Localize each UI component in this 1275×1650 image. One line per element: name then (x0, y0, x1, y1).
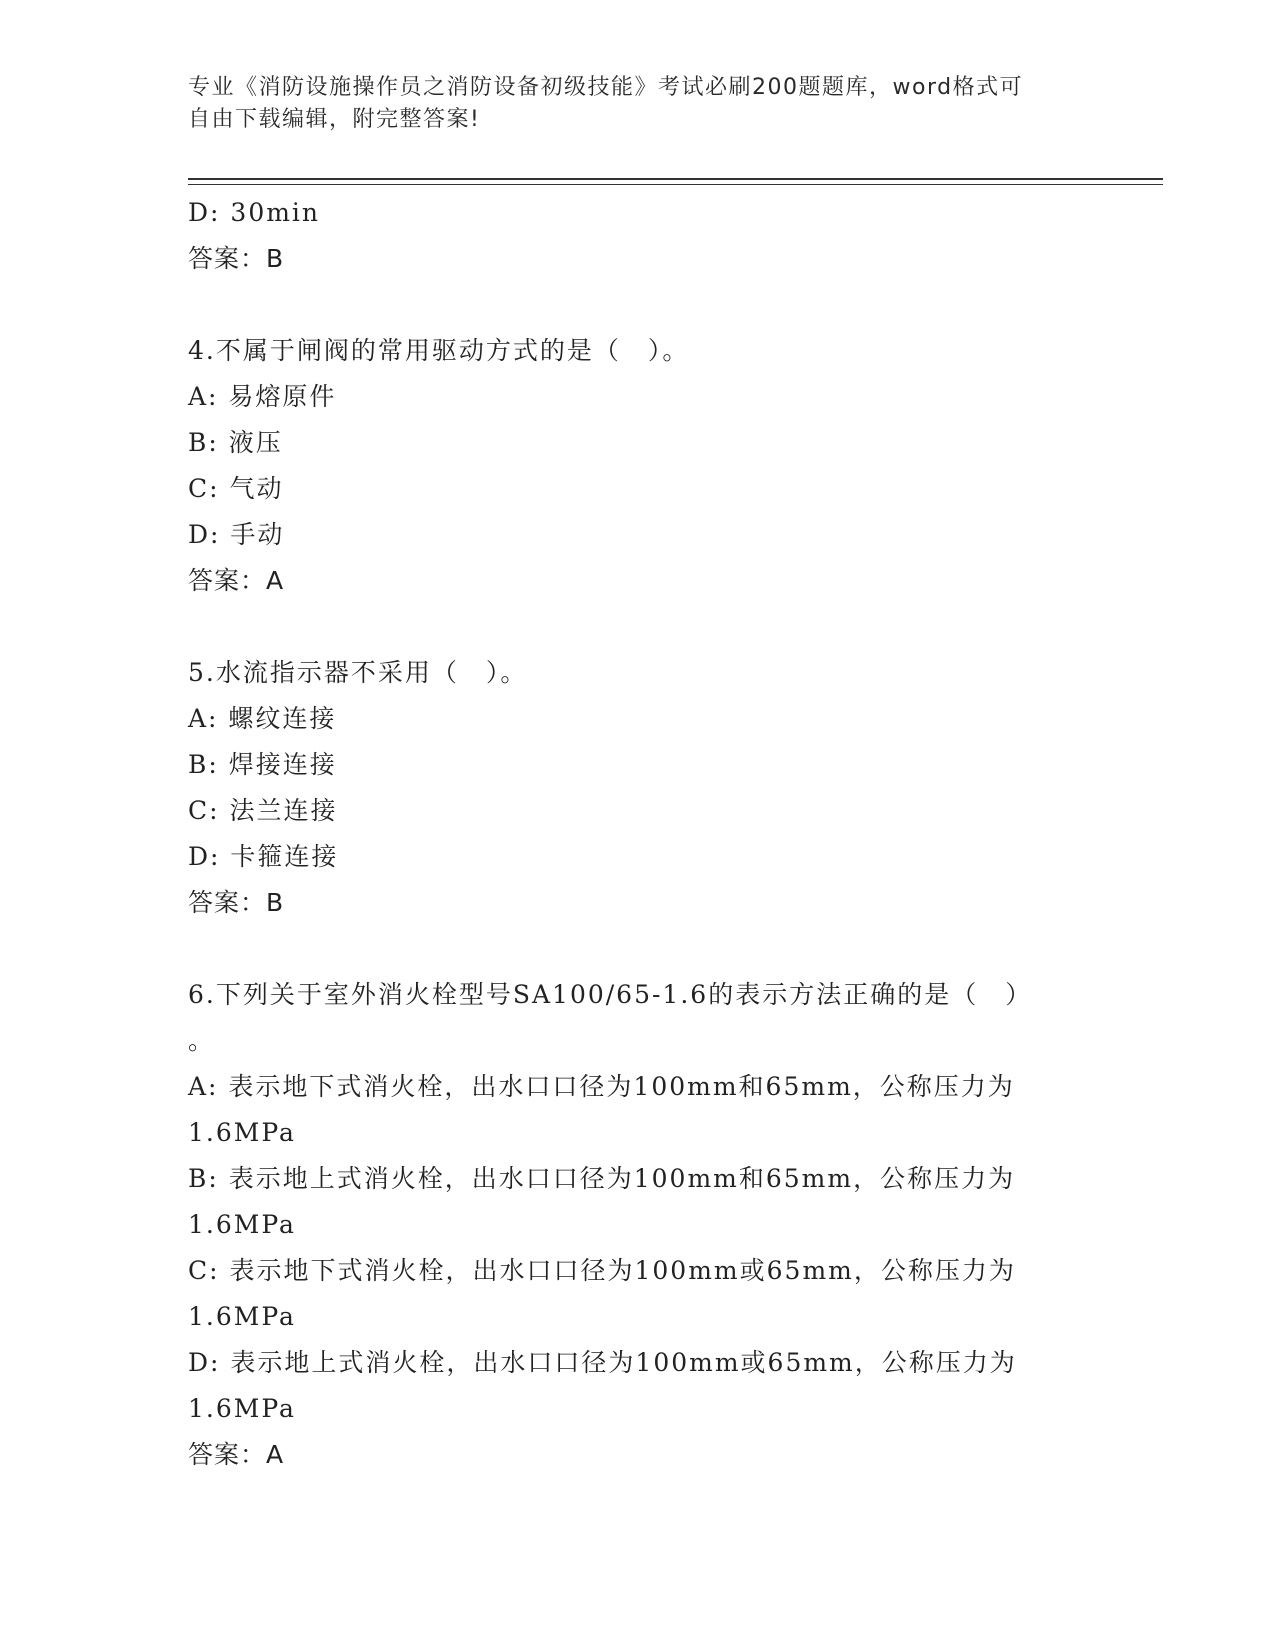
option-b: B: 表示地上式消火栓，出水口口径为100mm和65mm，公称压力为 (188, 1164, 1016, 1193)
option-a: A: 螺纹连接 (188, 704, 337, 733)
option-b-continued: 1.6MPa (188, 1210, 296, 1239)
option-c: C: 气动 (188, 474, 284, 503)
answer-line: 答案：A (188, 1440, 285, 1469)
option-d: D: 表示地上式消火栓，出水口口径为100mm或65mm，公称压力为 (188, 1348, 1017, 1377)
option-c: C: 表示地下式消火栓，出水口口径为100mm或65mm，公称压力为 (188, 1256, 1016, 1285)
document-body (188, 190, 1088, 1478)
answer-line: 答案：B (188, 888, 285, 917)
option-c: C: 法兰连接 (188, 796, 338, 825)
question-fragment (188, 190, 1088, 282)
option-b: B: 液压 (188, 428, 283, 457)
answer-line: 答案：B (188, 244, 285, 273)
question-stem: 5.水流指示器不采用（ ）。 (188, 658, 528, 687)
question-stem-continued: 。 (188, 1026, 216, 1055)
question-stem: 6.下列关于室外消火栓型号SA100/65-1.6的表示方法正确的是（ ） (188, 980, 1033, 1009)
answer-line: 答案：A (188, 566, 285, 595)
option-a-continued: 1.6MPa (188, 1118, 296, 1147)
question-6 (188, 972, 1088, 1478)
spacer (188, 282, 1088, 328)
option-a: A: 表示地下式消火栓，出水口口径为100mm和65mm，公称压力为 (188, 1072, 1015, 1101)
question-stem: 4.不属于闸阀的常用驱动方式的是（ ）。 (188, 336, 690, 365)
page-header (188, 72, 1068, 136)
option-d: D: 卡箍连接 (188, 842, 339, 871)
spacer (188, 926, 1088, 972)
question-5 (188, 650, 1088, 926)
option-d: D: 手动 (188, 520, 285, 549)
header-line-2: 自由下载编辑，附完整答案! (188, 107, 481, 132)
option-d: D: 30min (188, 198, 321, 227)
option-a: A: 易熔原件 (188, 382, 337, 411)
header-line-1: 专业《消防设施操作员之消防设备初级技能》考试必刷200题题库，word格式可 (188, 75, 1024, 100)
header-divider (188, 178, 1163, 185)
question-4 (188, 328, 1088, 604)
option-c-continued: 1.6MPa (188, 1302, 296, 1331)
spacer (188, 604, 1088, 650)
option-d-continued: 1.6MPa (188, 1394, 296, 1423)
option-b: B: 焊接连接 (188, 750, 337, 779)
